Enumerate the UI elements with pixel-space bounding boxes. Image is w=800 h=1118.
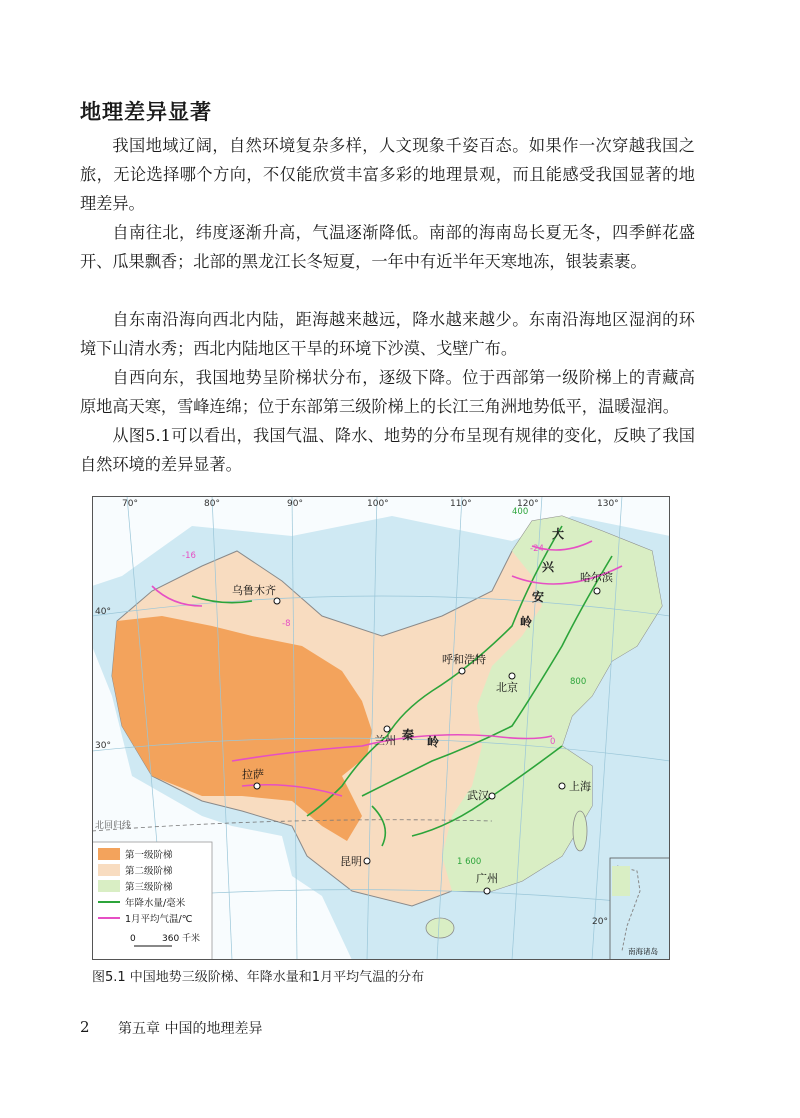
isohyet-label-1600: 1 600	[457, 857, 482, 867]
south-china-sea-inset	[610, 858, 670, 960]
city-beijing: 北京	[496, 681, 518, 694]
lon-label-90: 90°	[287, 499, 303, 509]
city-marker-hohhot	[459, 668, 465, 674]
city-kunming: 昆明	[340, 855, 362, 868]
city-lanzhou: 兰州	[374, 734, 396, 747]
city-harbin: 哈尔滨	[580, 571, 613, 584]
section-heading: 地理差异显著	[80, 100, 212, 124]
isotherm-label-0: 0	[550, 737, 556, 747]
map-legend	[92, 842, 212, 960]
lon-label-110: 110°	[450, 499, 472, 509]
paragraph-3: 自东南沿海向西北内陆，距海越来越远，降水越来越少。东南沿海地区湿润的环境下山清水秀；西北内陆地区干旱的环境下沙漠、戈壁广布。	[80, 310, 695, 358]
city-marker-guangzhou	[484, 888, 490, 894]
city-wuhan: 武汉	[467, 789, 489, 802]
city-marker-wuhan	[489, 793, 495, 799]
isotherm-label-minus24: -24	[530, 544, 544, 554]
scale-zero: 0	[130, 934, 136, 944]
page-number: 2	[80, 1018, 90, 1036]
isohyet-label-400: 400	[512, 507, 529, 517]
city-shanghai: 上海	[569, 780, 591, 793]
chapter-title: 第五章 中国的地理差异	[118, 1021, 263, 1037]
lon-label-80: 80°	[204, 499, 220, 509]
taiwan-island	[573, 811, 587, 851]
city-marker-kunming	[364, 858, 370, 864]
paragraph-5: 从图5.1可以看出，我国气温、降水、地势的分布呈现有规律的变化，反映了我国自然环境的差异显著。	[80, 426, 695, 474]
tropic-label: 北回归线	[95, 821, 132, 831]
daxing-char-4: 岭	[520, 615, 533, 629]
city-hohhot: 呼和浩特	[442, 653, 486, 666]
legend-swatch-step3	[98, 880, 120, 892]
lon-label-130: 130°	[597, 499, 619, 509]
inset-label: 南海诸岛	[628, 947, 658, 956]
scale-label: 360 千米	[162, 934, 201, 944]
lon-label-120: 120°	[517, 499, 539, 509]
china-terrain-map	[92, 496, 670, 960]
legend-label-step3: 第三级阶梯	[125, 882, 173, 893]
lat-label-30: 30°	[95, 741, 111, 751]
daxing-char-3: 安	[532, 590, 545, 604]
city-marker-beijing	[509, 673, 515, 679]
city-guangzhou: 广州	[476, 872, 498, 885]
qinling-char-2: 岭	[427, 735, 440, 749]
daxing-char-2: 兴	[542, 560, 555, 574]
legend-swatch-step2	[98, 864, 120, 876]
daxing-char-1: 大	[552, 527, 565, 541]
hainan-island	[426, 918, 454, 938]
qinling-char-1: 秦	[402, 728, 415, 742]
city-marker-lhasa	[254, 783, 260, 789]
isotherm-label-minus16: -16	[182, 551, 196, 561]
paragraph-1: 我国地域辽阔，自然环境复杂多样，人文现象千姿百态。如果作一次穿越我国之旅，无论选择哪个方向，不仅能欣赏丰富多彩的地理景观，而且能感受我国显著的地理差异。	[80, 136, 695, 213]
lon-label-70: 70°	[122, 499, 138, 509]
lat-label-20: 20°	[592, 917, 608, 927]
city-marker-harbin	[594, 588, 600, 594]
paragraph-2: 自南往北，纬度逐渐升高，气温逐渐降低。南部的海南岛长夏无冬，四季鲜花盛开、瓜果飘香；北部的黑龙江长冬短夏，一年中有近半年天寒地冻，银装素裹。	[80, 223, 695, 271]
city-lhasa: 拉萨	[242, 768, 264, 781]
city-marker-lanzhou	[384, 726, 390, 732]
inset-land	[612, 866, 630, 896]
isohyet-label-800: 800	[570, 677, 587, 687]
city-marker-shanghai	[559, 783, 565, 789]
city-marker-urumqi	[274, 598, 280, 604]
legend-label-precip: 年降水量/毫米	[125, 898, 186, 909]
legend-label-temp: 1月平均气温/℃	[125, 914, 193, 925]
isotherm-label-minus8: -8	[282, 619, 291, 629]
lat-label-40: 40°	[95, 607, 111, 617]
lon-label-100: 100°	[367, 499, 389, 509]
legend-label-step2: 第二级阶梯	[125, 866, 173, 877]
legend-label-step1: 第一级阶梯	[125, 850, 173, 861]
legend-swatch-step1	[98, 848, 120, 860]
paragraph-4: 自西向东，我国地势呈阶梯状分布，逐级下降。位于西部第一级阶梯上的青藏高原地高天寒，雪峰连绵；位于东部第三级阶梯上的长江三角洲地势低平，温暖湿润。	[80, 368, 695, 416]
figure-caption: 图5.1 中国地势三级阶梯、年降水量和1月平均气温的分布	[92, 970, 425, 985]
city-urumqi: 乌鲁木齐	[232, 584, 276, 597]
